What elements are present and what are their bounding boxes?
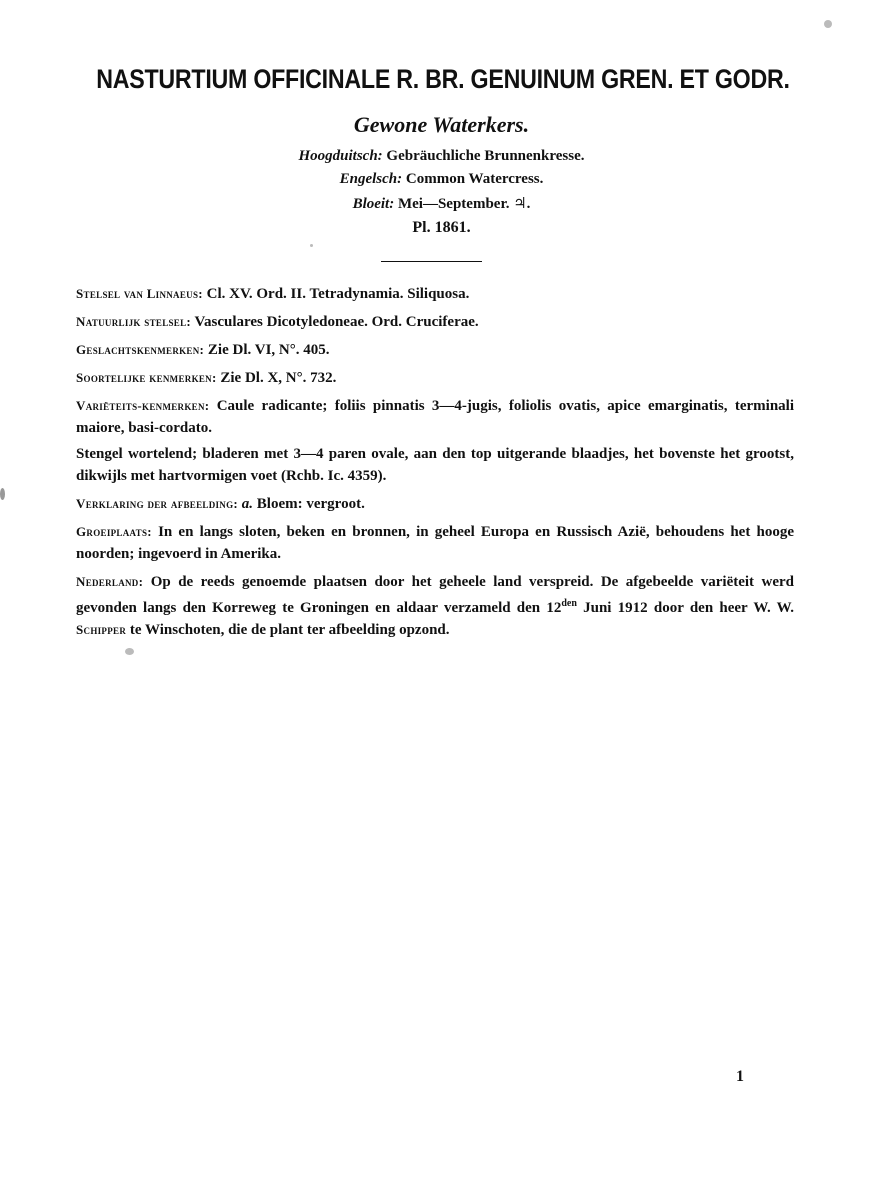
plate-number: Pl. 1861. xyxy=(412,219,471,236)
section-text: Bloem: vergroot. xyxy=(256,496,365,512)
section-label: Nederland: xyxy=(76,574,144,589)
dutch-common-name: Gewone Waterkers. xyxy=(353,112,530,137)
bloom-value: Mei—September. ♃. xyxy=(397,196,531,212)
collector-name: Schipper xyxy=(76,622,127,637)
section-label: Geslachtskenmerken: xyxy=(76,342,205,357)
genus-characters xyxy=(76,339,794,361)
section-label: Stelsel van Linnaeus: xyxy=(76,286,203,301)
scan-speck xyxy=(824,20,832,28)
stem-description: Stengel wortelend; bladeren met 3—4 paren ovale, aan den top uitgerande blaadjes, het bovenste het grootst, dikwijls met hartvormigen voet (Rchb. Ic. 4359). xyxy=(76,446,794,484)
german-value: Gebräuchliche Brunnenkresse. xyxy=(386,148,585,164)
figure-letter: a. xyxy=(241,496,254,512)
illustration-explanation xyxy=(76,493,794,515)
section-label: Natuurlijk stelsel: xyxy=(76,314,192,329)
section-text: Op de reeds genoemde plaatsen door het geheele land verspreid. De afgebeelde variëteit werd gevonden langs den Korreweg te Groningen en aldaar verzameld den 12 xyxy=(76,574,795,616)
section-text: In en langs sloten, beken en bronnen, in geheel Europa en Russisch Azië, behoudens het hooge noorden; ingevoerd in Amerika. xyxy=(76,524,795,562)
scan-speck xyxy=(310,244,313,247)
german-label: Hoogduitsch: xyxy=(298,148,383,164)
section-text: Zie Dl. VI, N°. 405. xyxy=(207,342,330,358)
bloom-label: Bloeit: xyxy=(352,196,395,212)
divider-rule xyxy=(381,261,482,262)
bloom-line xyxy=(0,194,883,213)
natural-system xyxy=(76,311,794,333)
variety-characters xyxy=(76,395,794,439)
german-name-line xyxy=(0,148,883,165)
species-characters xyxy=(76,367,794,389)
english-label: Engelsch: xyxy=(339,171,403,187)
habitat xyxy=(76,521,794,565)
species-title: NASTURTIUM OFFICINALE R. BR. GENUINUM GREN. ET GODR. xyxy=(96,64,790,94)
section-text: Caule radicante; foliis pinnatis 3—4-jugis, foliolis ovatis, apice emarginatis, terminali maiore, basi-cordato. xyxy=(76,398,795,436)
section-label: Groeiplaats: xyxy=(76,524,152,539)
section-text: Cl. XV. Ord. II. Tetradynamia. Siliquosa. xyxy=(206,286,470,302)
scan-speck xyxy=(0,488,5,500)
section-text: Vasculares Dicotyledoneae. Ord. Cruciferae. xyxy=(194,314,479,330)
netherlands-distribution xyxy=(76,571,794,641)
english-name-line xyxy=(0,171,883,188)
section-text-end: te Winschoten, die de plant ter afbeelding opzond. xyxy=(129,622,450,638)
scan-speck xyxy=(125,648,134,655)
page-number: 1 xyxy=(736,1068,744,1085)
section-text: Zie Dl. X, N°. 732. xyxy=(220,370,337,386)
description-body xyxy=(76,283,794,647)
section-label: Verklaring der afbeelding: xyxy=(76,496,239,511)
section-label: Variëteits-kenmerken: xyxy=(76,398,210,413)
english-value: Common Watercress. xyxy=(405,171,544,187)
section-label: Soortelijke kenmerken: xyxy=(76,370,217,385)
date-suffix: den xyxy=(561,598,577,609)
section-text-cont: Juni 1912 door den heer W. W. xyxy=(583,600,795,616)
linnaeus-system xyxy=(76,283,794,305)
